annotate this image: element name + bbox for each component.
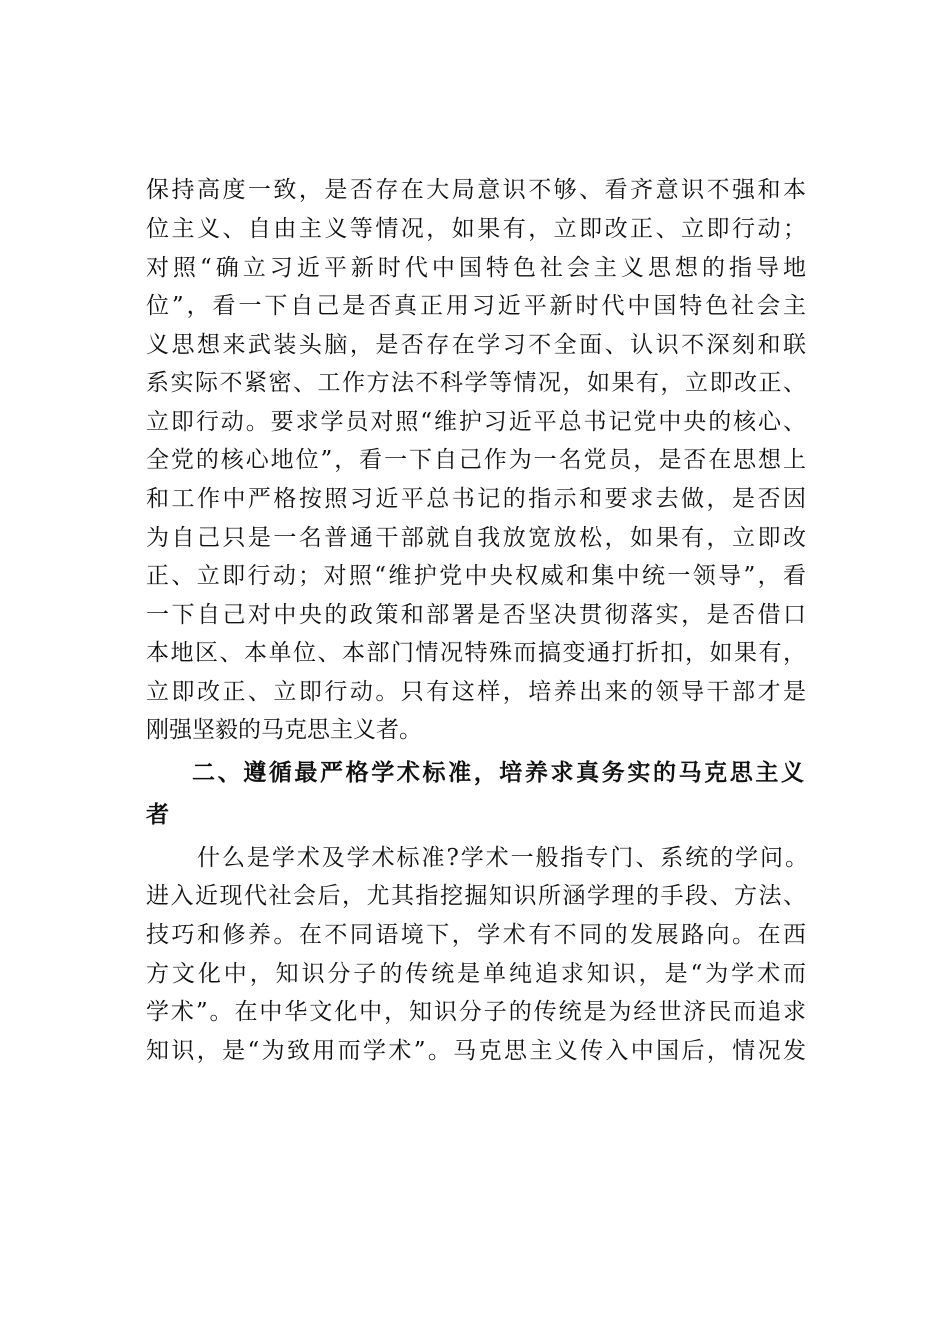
paragraph-2-line: 学术”。在中华文化中，知识分子的传统是为经世济民而追求 [146, 999, 806, 1025]
paragraph-1-line: 对照“确立习近平新时代中国特色社会主义思想的指导地 [146, 255, 806, 281]
paragraph-1-line: 和工作中严格按照习近平总书记的指示和要求去做，是否因 [146, 486, 806, 512]
paragraph-2-line: 什么是学术及学术标准?学术一般指专门、系统的学问。 [197, 845, 808, 871]
paragraph-1-line: 全党的核心地位”，看一下自己作为一名党员，是否在思想上 [146, 447, 806, 473]
paragraph-2-line: 知识，是“为致用而学术”。马克思主义传入中国后，情况发 [146, 1038, 806, 1064]
section-heading: 二、遵循最严格学术标准，培养求真务实的马克思主义 [192, 760, 804, 786]
paragraph-1-line: 系实际不紧密、工作方法不科学等情况，如果有，立即改正、 [146, 370, 806, 396]
paragraph-1-line: 立即改正、立即行动。只有这样，培养出来的领导干部才是 [146, 679, 806, 705]
paragraph-2-line: 技巧和修养。在不同语境下，学术有不同的发展路向。在西 [146, 922, 806, 948]
paragraph-1-line: 为自己只是一名普通干部就自我放宽放松，如果有，立即改 [146, 525, 806, 551]
paragraph-1-line: 刚强坚毅的马克思主义者。 [146, 717, 422, 743]
paragraph-1-line: 位主义、自由主义等情况，如果有，立即改正、立即行动； [146, 216, 806, 242]
paragraph-1-line: 义思想来武装头脑，是否存在学习不全面、认识不深刻和联 [146, 332, 806, 358]
paragraph-2-line: 方文化中，知识分子的传统是单纯追求知识，是“为学术而 [146, 961, 806, 987]
paragraph-1-line: 保持高度一致，是否存在大局意识不够、看齐意识不强和本 [146, 177, 806, 203]
paragraph-2-line: 进入近现代社会后，尤其指挖掘知识所涵学理的手段、方法、 [146, 883, 806, 909]
paragraph-1-line: 一下自己对中央的政策和部署是否坚决贯彻落实，是否借口 [146, 602, 806, 628]
paragraph-1-line: 本地区、本单位、本部门情况特殊而搞变通打折扣，如果有， [146, 640, 806, 666]
paragraph-1-line: 位”，看一下自己是否真正用习近平新时代中国特色社会主 [146, 293, 806, 319]
paragraph-1-line: 立即行动。要求学员对照“维护习近平总书记党中央的核心、 [146, 409, 806, 435]
section-heading-continuation: 者 [146, 802, 169, 828]
paragraph-1-line: 正、立即行动；对照“维护党中央权威和集中统一领导”，看 [146, 563, 806, 589]
